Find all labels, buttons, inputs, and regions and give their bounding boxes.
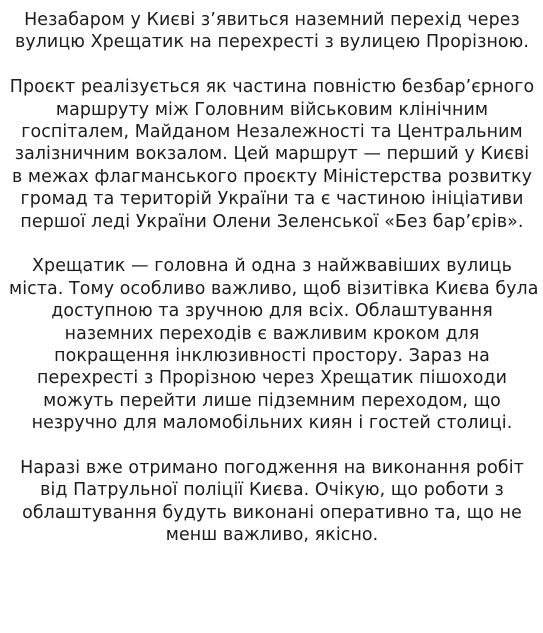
text-line: громад та територій України та є частиною ініціативи bbox=[20, 189, 524, 210]
text-line: в межах флагманського проєкту Міністерства розвитку bbox=[11, 166, 533, 187]
text-line: доступною та зручною для всіх. Облаштування bbox=[51, 301, 493, 322]
text-line: міста. Тому особливо важливо, щоб візитівка Києва була bbox=[9, 278, 539, 299]
text-line: від Патрульної поліції Києва. Очікую, що роботи з bbox=[40, 480, 504, 501]
paragraph-project bbox=[9, 76, 535, 233]
paragraph-khreshchatyk bbox=[9, 255, 539, 434]
text-line: Наразі вже отримано погодження на виконання робіт bbox=[20, 458, 524, 479]
text-line: маршруту між Головним військовим клінічним bbox=[55, 99, 489, 120]
text-line: вулицю Хрещатик на перехресті з вулицею Прорізною. bbox=[14, 32, 530, 53]
text-line: госпіталем, Майданом Незалежності та Центральним bbox=[21, 122, 523, 143]
text-line: облаштування будуть виконані оперативно та, що не bbox=[22, 502, 522, 523]
text-line: залізничним вокзалом. Цей маршрут — перший у Києві bbox=[14, 144, 530, 165]
text-line: першої леді України Олени Зеленської «Без бар’єрів». bbox=[20, 211, 524, 232]
text-line: Незабаром у Києві з’явиться наземний перехід через bbox=[24, 10, 520, 30]
text-line: незручно для маломобільних киян і гостей столиці. bbox=[31, 413, 513, 434]
text-line: Проєкт реалізується як частина повністю безбар’єрного bbox=[9, 77, 535, 98]
text-line: покращення інклюзивності простору. Зараз на bbox=[54, 346, 490, 367]
text-line: можуть перейти лише підземним переходом, що bbox=[43, 390, 501, 411]
text-line: менш важливо, якісно. bbox=[165, 525, 379, 546]
paragraph-announcement bbox=[9, 9, 535, 54]
text-line: наземних переходів є важливим кроком для bbox=[64, 323, 480, 344]
paragraph-approval bbox=[9, 457, 535, 547]
text-line: Хрещатик — головна й одна з найжвавіших вулиць bbox=[32, 256, 512, 277]
text-line: перехресті з Прорізною через Хрещатик пішоходи bbox=[37, 368, 507, 389]
